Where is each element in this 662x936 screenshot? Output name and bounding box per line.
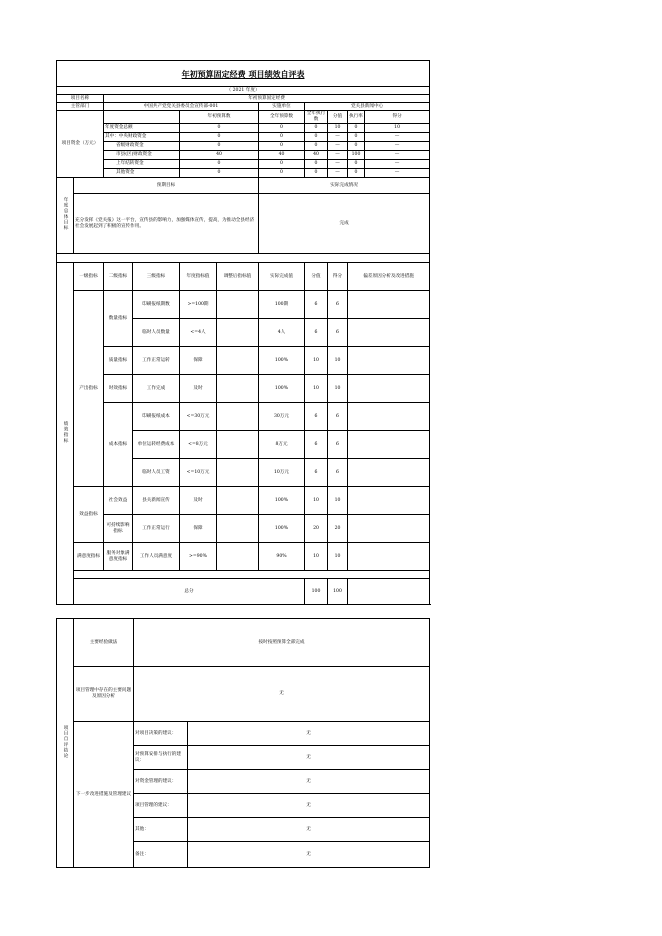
indicator-score: 10 <box>305 543 328 571</box>
indicator-name: 工作正常运转 <box>133 347 180 375</box>
indicator-actual: 4人 <box>259 319 305 347</box>
actual-goal-header: 实际完成情况 <box>259 178 430 194</box>
expected-goal-header: 预期目标 <box>74 178 259 194</box>
impl-value: 党关县新闻中心 <box>305 103 430 111</box>
funds-cell: — <box>365 133 430 142</box>
indicator-got: 6 <box>328 403 348 431</box>
indicator-score: 6 <box>305 459 328 487</box>
indicator-actual: 90% <box>259 543 305 571</box>
indicator-deviation <box>348 375 430 403</box>
indicator-name: 工作完成 <box>133 375 180 403</box>
suggestion-label: 备注： <box>134 842 188 868</box>
funds-cell: 0 <box>180 160 259 169</box>
level1-output: 产出指标 <box>74 291 104 487</box>
funds-cell: — <box>365 169 430 178</box>
conclusion-section <box>56 618 429 868</box>
problems-label: 项目管理中存在的主要问题及原因分析 <box>74 667 134 722</box>
suggestion-value: 无 <box>188 746 430 770</box>
indicator-adjusted <box>217 459 259 487</box>
indicator-got: 10 <box>328 543 348 571</box>
indicator-actual: 8万元 <box>259 431 305 459</box>
indicator-name: 临时人员数量 <box>133 319 180 347</box>
suggestion-value: 无 <box>188 818 430 842</box>
funds-row-name: 其中：中央财政资金 <box>104 133 180 142</box>
level2-service: 服务对象满意度指标 <box>104 543 133 571</box>
indicator-got: 10 <box>328 375 348 403</box>
indicator-got: 6 <box>328 431 348 459</box>
indicator-header: 偏差原因分析及改进措施 <box>348 263 430 291</box>
funds-header: 得分 <box>365 111 430 124</box>
funds-cell: 10 <box>328 124 348 133</box>
level2-timeliness: 时效指标 <box>104 375 133 403</box>
indicator-got: 6 <box>328 291 348 319</box>
indicator-target: 及时 <box>180 375 217 403</box>
indicator-header: 年度指标值 <box>180 263 217 291</box>
indicator-got: 20 <box>328 515 348 543</box>
indicator-adjusted <box>217 375 259 403</box>
indicator-actual: 100% <box>259 515 305 543</box>
indicator-deviation <box>348 347 430 375</box>
funds-cell: — <box>365 160 430 169</box>
funds-cell: 0 <box>348 124 365 133</box>
suggestion-value: 无 <box>188 794 430 818</box>
indicator-actual: 30万元 <box>259 403 305 431</box>
indicator-name: 县关新闻宣传 <box>133 487 180 515</box>
indicator-target: 保障 <box>180 347 217 375</box>
indicator-adjusted <box>217 515 259 543</box>
indicator-adjusted <box>217 403 259 431</box>
funds-cell: 10 <box>365 124 430 133</box>
indicator-deviation <box>348 543 430 571</box>
total-got: 100 <box>328 579 348 605</box>
indicator-score: 10 <box>305 375 328 403</box>
indicator-adjusted <box>217 291 259 319</box>
suggestion-value: 无 <box>188 770 430 794</box>
funds-row-name: 其他资金 <box>104 169 180 178</box>
funds-cell: 0 <box>348 133 365 142</box>
impl-label: 实施单位 <box>259 103 305 111</box>
indicator-score: 20 <box>305 515 328 543</box>
level2-quantity: 数量指标 <box>104 291 133 347</box>
indicator-target: >=90% <box>180 543 217 571</box>
funds-cell: — <box>328 133 348 142</box>
evaluation-sheet <box>56 60 429 605</box>
indicator-target: <=10万元 <box>180 459 217 487</box>
funds-header: 执行率 <box>348 111 365 124</box>
funds-cell: 0 <box>180 142 259 151</box>
funds-header: 分值 <box>328 111 348 124</box>
indicator-score: 6 <box>305 403 328 431</box>
indicator-adjusted <box>217 319 259 347</box>
conclusion-label: 项目自评结论 <box>57 619 74 868</box>
indicator-target: 保障 <box>180 515 217 543</box>
funds-header: 年初预算数 <box>180 111 259 124</box>
indicator-got: 6 <box>328 459 348 487</box>
indicator-deviation <box>348 487 430 515</box>
indicator-got: 10 <box>328 487 348 515</box>
indicator-name: 临时人员工资 <box>133 459 180 487</box>
indicator-adjusted <box>217 347 259 375</box>
spacer-row <box>74 571 430 579</box>
main-exp-value: 按时按照预算全部完成 <box>134 619 430 667</box>
funds-cell: — <box>365 151 430 160</box>
level1-satisfaction: 满意度指标 <box>74 543 104 571</box>
funds-cell: 0 <box>259 169 305 178</box>
indicator-header: 得分 <box>328 263 348 291</box>
level1-benefit: 效益指标 <box>74 487 104 543</box>
indicator-header: 一级指标 <box>74 263 104 291</box>
project-name-label: 项目名称 <box>57 95 104 103</box>
indicator-deviation <box>348 319 430 347</box>
funds-header: 全年预算数 <box>259 111 305 124</box>
funds-row-name: 年度资金总额 <box>104 124 180 133</box>
main-table <box>56 60 430 605</box>
suggestion-label: 对项目决策的建议： <box>134 722 188 746</box>
funds-cell: 0 <box>305 124 328 133</box>
funds-cell: — <box>365 142 430 151</box>
indicator-header: 实际完成值 <box>259 263 305 291</box>
suggestion-value: 无 <box>188 722 430 746</box>
indicator-adjusted <box>217 431 259 459</box>
funds-cell: — <box>328 151 348 160</box>
indicator-deviation <box>348 431 430 459</box>
funds-cell: 0 <box>180 169 259 178</box>
spacer-row <box>57 254 430 263</box>
indicator-actual: 100% <box>259 375 305 403</box>
page-title: 年初预算固定经费 项目绩效自评表 <box>57 61 430 87</box>
project-name: 年初预算固定经费 <box>104 95 430 103</box>
funds-cell: 0 <box>259 142 305 151</box>
indicator-name: 工作人员满意度 <box>133 543 180 571</box>
indicator-name: 印刷报纸成本 <box>133 403 180 431</box>
total-score: 100 <box>305 579 328 605</box>
actual-goal-text: 完成 <box>259 194 430 254</box>
funds-cell: 0 <box>259 160 305 169</box>
indicator-actual: 100% <box>259 347 305 375</box>
indicator-target: >=100期 <box>180 291 217 319</box>
total-label: 总分 <box>74 579 305 605</box>
funds-cell: 100 <box>348 151 365 160</box>
indicator-header: 三级指标 <box>133 263 180 291</box>
indicator-score: 6 <box>305 319 328 347</box>
funds-cell: 0 <box>180 124 259 133</box>
dept-label: 主管部门 <box>57 103 104 111</box>
indicator-actual: 100期 <box>259 291 305 319</box>
indicator-name: 单位运转经费成本 <box>133 431 180 459</box>
suggestion-value: 无 <box>188 842 430 868</box>
indicator-target: 及时 <box>180 487 217 515</box>
problems-value: 无 <box>134 667 430 722</box>
level2-cost: 成本指标 <box>104 403 133 487</box>
indicator-deviation <box>348 291 430 319</box>
indicator-deviation <box>348 515 430 543</box>
suggestion-label: 其他： <box>134 818 188 842</box>
indicator-actual: 10万元 <box>259 459 305 487</box>
funds-cell: 0 <box>259 124 305 133</box>
indicator-got: 6 <box>328 319 348 347</box>
main-exp-label: 主要经验做法 <box>74 619 134 667</box>
goals-label: 年度总体目标 <box>57 178 74 254</box>
indicator-score: 6 <box>305 431 328 459</box>
funds-header: 全年执行数 <box>305 111 328 124</box>
indicator-got: 10 <box>328 347 348 375</box>
indicator-deviation <box>348 403 430 431</box>
funds-cell: 40 <box>305 151 328 160</box>
funds-cell: 40 <box>259 151 305 160</box>
indicator-score: 6 <box>305 291 328 319</box>
funds-row-name: 省级财政资金 <box>104 142 180 151</box>
funds-cell: 0 <box>348 142 365 151</box>
funds-row-name: 上年结转资金 <box>104 160 180 169</box>
level2-sustainable: 可持续影响指标 <box>104 515 133 543</box>
suggestion-label: 对预算安排与执行的建议： <box>134 746 188 770</box>
indicator-name: 印刷报纸期数 <box>133 291 180 319</box>
funds-cell: — <box>328 169 348 178</box>
level2-quality: 质量指标 <box>104 347 133 375</box>
funds-cell: 0 <box>180 133 259 142</box>
funds-cell: 0 <box>348 169 365 178</box>
indicator-adjusted <box>217 543 259 571</box>
expected-goal-text: 充分发挥《党关报》这一平台，宣传县的影响力，加强媒体宣传，提高，为推动全县经济社会发展起到了积极的宣传作用。 <box>74 194 259 254</box>
funds-cell: 0 <box>305 169 328 178</box>
funds-label: 项目资金（万元） <box>57 111 104 178</box>
conclusion-table <box>56 618 430 868</box>
indicators-section-label: 绩效指标 <box>57 263 74 605</box>
next-steps-label: 下一步改进措施及管理建议 <box>74 722 134 868</box>
indicator-score: 10 <box>305 487 328 515</box>
funds-cell: — <box>328 142 348 151</box>
funds-row-name: 市县(区)财政资金 <box>104 151 180 160</box>
indicator-adjusted <box>217 487 259 515</box>
funds-cell: 0 <box>305 142 328 151</box>
year-label: （ 2021 年度） <box>57 87 430 95</box>
indicator-target: <=8万元 <box>180 431 217 459</box>
indicator-name: 工作正常运行 <box>133 515 180 543</box>
funds-cell: 0 <box>259 133 305 142</box>
indicator-score: 10 <box>305 347 328 375</box>
funds-cell: 40 <box>180 151 259 160</box>
funds-header-blank <box>104 111 180 124</box>
suggestion-label: 对资金管理的建议： <box>134 770 188 794</box>
indicator-actual: 100% <box>259 487 305 515</box>
dept-value: 中国共产党党关县委员会宣传部-001 <box>104 103 259 111</box>
indicator-deviation <box>348 459 430 487</box>
indicator-target: <=30万元 <box>180 403 217 431</box>
suggestion-label: 项目管理的建议： <box>134 794 188 818</box>
funds-cell: 0 <box>305 133 328 142</box>
total-blank <box>348 579 430 605</box>
indicator-target: <=4人 <box>180 319 217 347</box>
indicator-header: 二级指标 <box>104 263 133 291</box>
indicator-header: 调整后指标值 <box>217 263 259 291</box>
funds-cell: — <box>328 160 348 169</box>
level2-social: 社会效益 <box>104 487 133 515</box>
funds-cell: 0 <box>348 160 365 169</box>
indicator-header: 分值 <box>305 263 328 291</box>
funds-cell: 0 <box>305 160 328 169</box>
